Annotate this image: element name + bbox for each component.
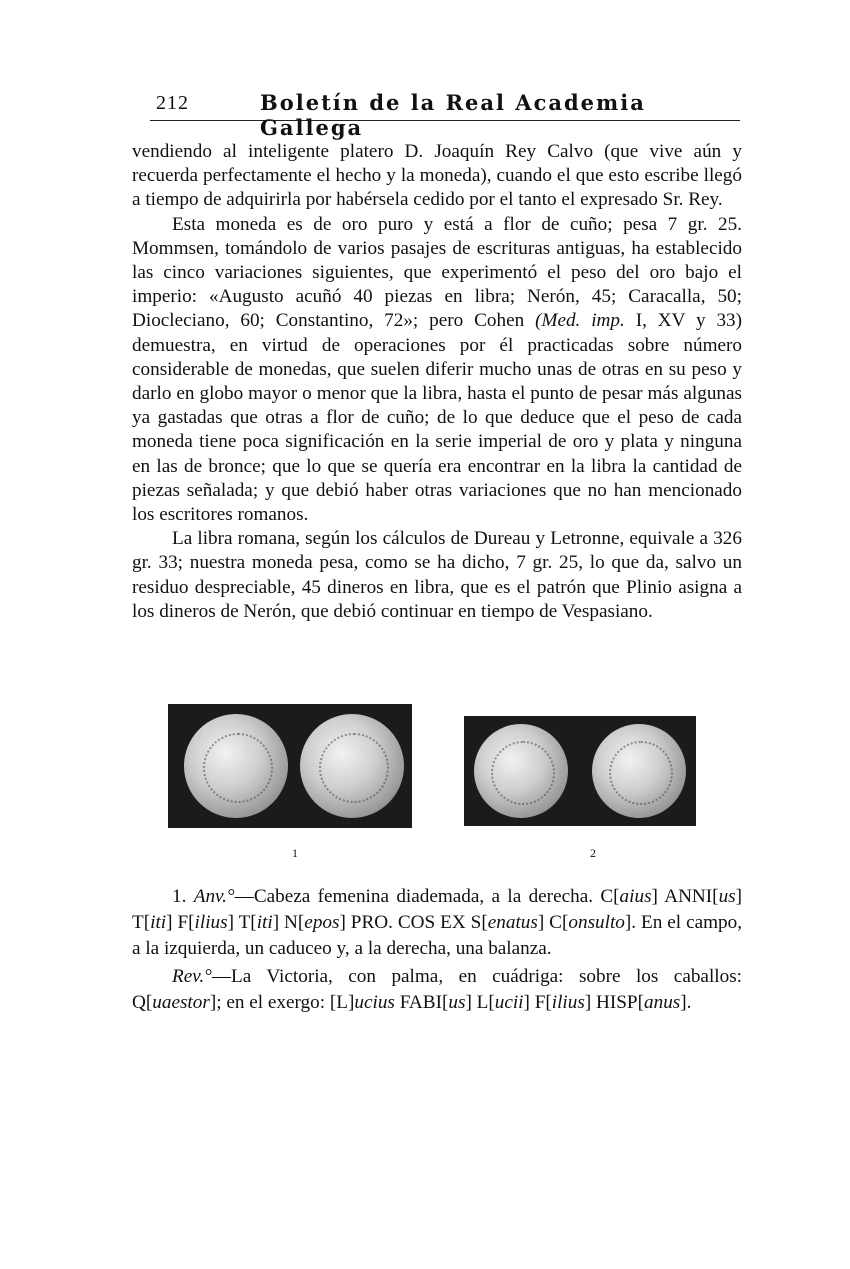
coin-plate-1 — [168, 704, 412, 828]
anv-label: Anv.° — [193, 886, 235, 907]
coin-1-obverse — [184, 714, 288, 818]
body-text — [132, 140, 742, 624]
reference-italic: (Med. imp. — [535, 310, 625, 332]
coin-figures — [168, 704, 688, 864]
coin-1-reverse — [300, 714, 404, 818]
figure-label-1: 1 — [292, 846, 298, 860]
page-header — [150, 86, 740, 140]
paragraph-3: La libra romana, según los cálculos de Dureau y Letronne, equivale a 326 gr. 33; nuestra moneda pesa, como se ha dicho, 7 gr. 25, lo que da, salvo un residuo despreciable, 45 dineros en libra, que es el patrón que Plinio asigna a los dineros de Nerón, que debió continuar en tiempo de Vespasiano. — [132, 528, 742, 622]
reverse-description: Rev.°—La Victoria, con palma, en cuádriga: sobre los caballos: Q[uaestor]; en el exergo: [L]ucius FABI[us] L[ucii] F[ilius] HISP[anus]. — [132, 966, 742, 1013]
coin-plate-2 — [464, 716, 696, 826]
paragraph-2: Esta moneda es de oro puro y está a flor de cuño; pesa 7 gr. 25. Mommsen, tomándolo de varios pasajes de escrituras antiguas, ha establecido las cinco variaciones siguientes, que experimentó el peso del oro bajo el imperio: «Augusto acuñó 40 piezas en libra; Nerón, 45; Caracalla, 50; Diocleciano, 60; Constantino, 72»; pero Cohen (Med. imp. I, XV y 33) demuestra, en virtud de operaciones por él practicadas sobre número considerable de monedas, que suelen diferir mucho unas de otras en su peso y darlo en globo mayor o menor que la libra, hasta el punto de pesar más algunas ya gastadas que otras a flor de cuño; de lo que deduce que el peso de cada moneda tiene poca significación en la serie imperial de oro y plata y ninguna en las de bronce; que lo que se quería era encontrar en la libra la cantidad de piezas señalada; y que debió haber otras variaciones que no han mencionado los escritores romanos. — [132, 213, 743, 526]
rev-label: Rev.° — [172, 966, 212, 987]
figure-label-2: 2 — [590, 846, 596, 860]
page-number: 212 — [156, 92, 189, 114]
running-title: Boletín de la Real Academia Gallega — [260, 90, 646, 140]
coin-2-obverse — [474, 724, 568, 818]
coin-2-reverse — [592, 724, 686, 818]
obverse-description: 1. Anv.°—Cabeza femenina diademada, a la derecha. C[aius] ANNI[us] T[iti] F[ilius] T[iti] N[epos] PRO. COS EX S[enatus] C[onsulto]. En el campo, a la izquierda, un caduceo y, a la derecha, una balanza. — [132, 886, 743, 959]
coin-description — [132, 884, 742, 1018]
paragraph-1: vendiendo al inteligente platero D. Joaquín Rey Calvo (que vive aún y recuerda perfectamente el hecho y la moneda), cuando el que esto escribe llegó a tiempo de adquirirla por habérsela cedido por el tanto el expresado Sr. Rey. — [132, 141, 742, 211]
